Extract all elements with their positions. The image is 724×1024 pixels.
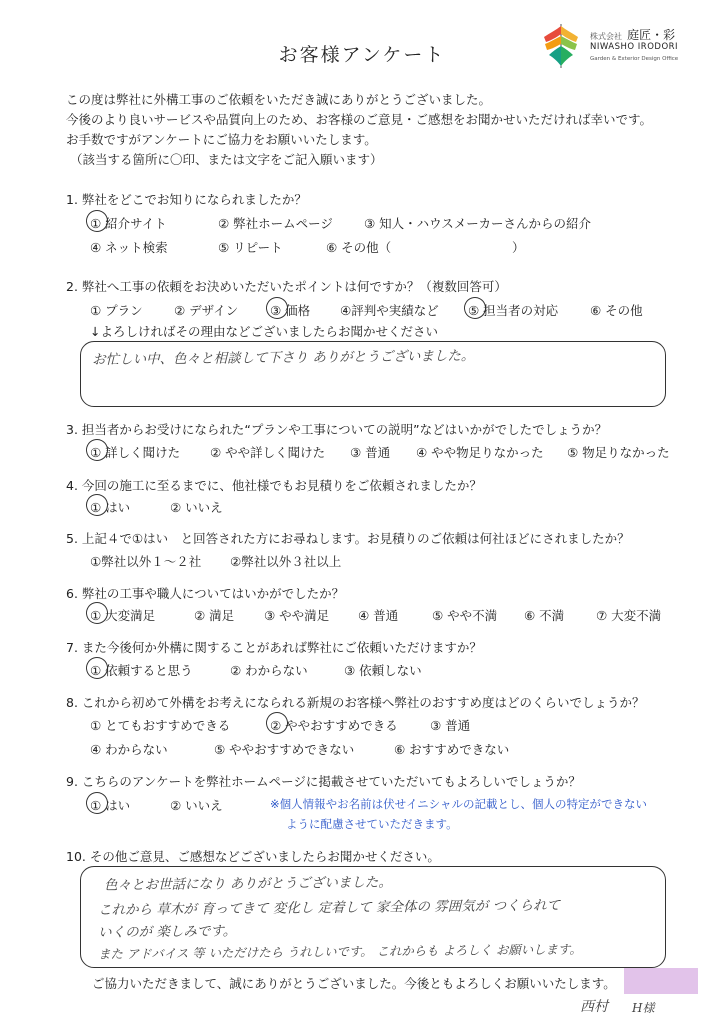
q4-option-2[interactable]: ② いいえ xyxy=(170,500,223,515)
q2-option-5[interactable]: ⑤ 担当者の対応 xyxy=(468,303,559,318)
q7-option-2[interactable]: ② わからない xyxy=(230,663,308,678)
q1-option-6-close: ） xyxy=(512,240,525,255)
q3-option-2[interactable]: ② やや詳しく聞けた xyxy=(210,445,326,460)
q3-option-1[interactable]: ① 詳しく聞けた xyxy=(90,445,181,460)
q7-option-3[interactable]: ③ 依頼しない xyxy=(344,663,422,678)
q6-option-1[interactable]: ① 大変満足 xyxy=(90,608,156,623)
q2-reason-prompt: ↓よろしければその理由などございましたらお聞かせください xyxy=(90,324,438,339)
question-4: 4. 今回の施工に至るまでに、他社様でもお見積りをご依頼されましたか？ xyxy=(66,478,482,493)
signature-name: 西村 xyxy=(580,999,608,1015)
logo-company-name: 庭匠・彩 xyxy=(627,28,676,42)
q10-answer-line-2: これから 草木が 育ってきて 変化し 定着して 家全体の 雰囲気が つくられて xyxy=(97,897,561,919)
q8-option-3[interactable]: ③ 普通 xyxy=(430,718,471,733)
q2-option-4[interactable]: ④評判や実績など xyxy=(340,303,439,318)
q6-option-7[interactable]: ⑦ 大変不満 xyxy=(596,608,662,623)
question-10: 10. その他ご意見、ご感想などございましたらお聞かせください。 xyxy=(66,849,440,864)
question-5: 5. 上記４で①はい と回答された方にお尋ねします。お見積りのご依頼は何社ほどにされましたか？ xyxy=(66,531,630,546)
question-6: 6. 弊社の工事や職人についてはいかがでしたか？ xyxy=(66,586,345,601)
redaction-mark xyxy=(624,968,698,994)
q5-option-2[interactable]: ②弊社以外３社以上 xyxy=(230,554,342,569)
q10-answer-line-4: また アドバイス 等 いただけたら うれしいです。 これからも よろしく お願いします。 xyxy=(97,941,582,962)
q8-option-2[interactable]: ② ややおすすめできる xyxy=(270,718,398,733)
q1-option-2[interactable]: ② 弊社ホームページ xyxy=(218,216,333,231)
q3-option-4[interactable]: ④ やや物足りなかった xyxy=(416,445,544,460)
question-1: 1. 弊社をどこでお知りになられましたか？ xyxy=(66,192,307,207)
q1-option-3[interactable]: ③ 知人・ハウスメーカーさんからの紹介 xyxy=(364,216,592,231)
q6-option-5[interactable]: ⑤ やや不満 xyxy=(432,608,498,623)
privacy-note-line-1: ※個人情報やお名前は伏せイニシャルの記載とし、個人の特定ができない xyxy=(270,797,647,811)
q4-option-1[interactable]: ① はい xyxy=(90,500,131,515)
question-8: 8. これから初めて外構をお考えになられる新規のお客様へ弊社のおすすめ度はどのくらいでしょうか？ xyxy=(66,695,645,710)
question-9: 9. こちらのアンケートを弊社ホームページに掲載させていただいてもよろしいでしょうか？ xyxy=(66,774,581,789)
intro-line-4: （該当する箇所に〇印、または文字をご記入願います） xyxy=(70,152,383,167)
closing-message: ご協力いただきまして、誠にありがとうございました。今後ともよろしくお願いいたします。 xyxy=(92,976,616,991)
q10-answer-line-1: 色々とお世話になり ありがとうございました。 xyxy=(103,874,392,894)
intro-line-2: 今後のより良いサービスや品質向上のため、お客様のご意見・ご感想をお聞かせいただければ幸いです。 xyxy=(66,112,653,127)
q8-option-5[interactable]: ⑤ ややおすすめできない xyxy=(214,742,355,757)
q6-option-3[interactable]: ③ やや満足 xyxy=(264,608,330,623)
q2-answer-text: お忙しい中、色々と相談して下さり ありがとうございました。 xyxy=(91,347,475,369)
q6-option-4[interactable]: ④ 普通 xyxy=(358,608,399,623)
intro-line-1: この度は弊社に外構工事のご依頼をいただき誠にありがとうございました。 xyxy=(66,92,492,107)
q7-option-1[interactable]: ① 依頼すると思う xyxy=(90,663,193,678)
q9-option-2[interactable]: ② いいえ xyxy=(170,798,223,813)
q8-option-4[interactable]: ④ わからない xyxy=(90,742,168,757)
q2-option-3[interactable]: ③ 価格 xyxy=(270,303,311,318)
q2-option-6[interactable]: ⑥ その他 xyxy=(590,303,643,318)
q3-option-5[interactable]: ⑤ 物足りなかった xyxy=(567,445,670,460)
q8-option-1[interactable]: ① とてもおすすめできる xyxy=(90,718,231,733)
question-7: 7. また今後何か外構に関することがあれば弊社にご依頼いただけますか？ xyxy=(66,640,482,655)
q5-option-1[interactable]: ①弊社以外１～２社 xyxy=(90,554,202,569)
intro-line-3: お手数ですがアンケートにご協力をお願いいたします。 xyxy=(66,132,377,147)
signature-suffix: H様 xyxy=(632,1001,655,1015)
q3-option-3[interactable]: ③ 普通 xyxy=(350,445,391,460)
page-title: お客様アンケート xyxy=(278,44,446,66)
q9-option-1[interactable]: ① はい xyxy=(90,798,131,813)
q10-answer-line-3: いくのが 楽しみです。 xyxy=(97,923,237,941)
q1-option-6[interactable]: ⑥ その他（ xyxy=(326,240,392,255)
logo-english: NIWASHO IRODORI xyxy=(590,42,679,52)
q8-option-6[interactable]: ⑥ おすすめできない xyxy=(394,742,510,757)
q1-option-4[interactable]: ④ ネット検索 xyxy=(90,240,168,255)
q2-option-1[interactable]: ① プラン xyxy=(90,303,143,318)
logo-tagline: Garden & Exterior Design Office xyxy=(590,56,679,62)
q6-option-2[interactable]: ② 満足 xyxy=(194,608,235,623)
question-2: 2. 弊社へ工事の依頼をお決めいただいたポイントは何ですか？（複数回答可） xyxy=(66,279,507,294)
q2-option-2[interactable]: ② デザイン xyxy=(174,303,239,318)
q1-option-5[interactable]: ⑤ リピート xyxy=(218,240,283,255)
question-3: 3. 担当者からお受けになられた“プランや工事についての説明”などはいかがでしたでしょうか？ xyxy=(66,422,608,437)
q6-option-6[interactable]: ⑥ 不満 xyxy=(524,608,565,623)
q1-option-1[interactable]: ① 紹介サイト xyxy=(90,216,167,231)
privacy-note-line-2: ように配慮させていただきます。 xyxy=(286,817,458,831)
logo-company-prefix: 株式会社 xyxy=(590,32,622,41)
